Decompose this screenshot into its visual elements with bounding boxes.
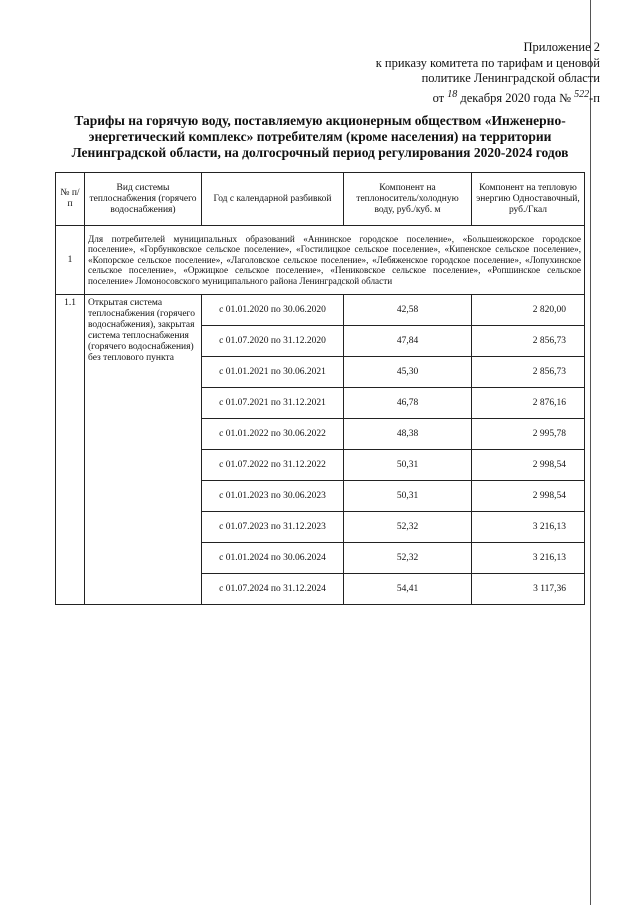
order-date-line: [376, 87, 600, 107]
tariff-table: [55, 172, 585, 605]
group-row: [56, 226, 585, 295]
group-num: 1: [56, 226, 85, 295]
water-tariff-cell: 52,32: [344, 543, 472, 574]
period-cell: с 01.07.2021 по 31.12.2021: [202, 388, 344, 419]
energy-tariff-cell: 2 856,73: [472, 326, 585, 357]
system-num: 1.1: [56, 295, 85, 605]
energy-tariff-cell: 3 216,13: [472, 512, 585, 543]
system-type: Открытая система теплоснабжения (горячего водоснабжения), закрытая система теплоснабжения (горячего водоснабжения) без теплового пункта: [85, 295, 202, 605]
date-rest: декабря 2020 года №: [460, 90, 572, 105]
header-year: Год с календарной разбивкой: [202, 173, 344, 226]
period-cell: с 01.07.2024 по 31.12.2024: [202, 574, 344, 605]
appendix-label: Приложение 2: [523, 40, 600, 54]
header-energy: Компонент на тепловую энергию Одноставочный, руб./Гкал: [472, 173, 585, 226]
water-tariff-cell: 48,38: [344, 419, 472, 450]
document-title: Тарифы на горячую воду, поставляемую акционерным обществом «Инженерно-энергетический комплекс» потребителям (кроме населения) на территории Ленинградской области, на долгосрочный период регулирования 2020-2024 годов: [71, 113, 569, 160]
water-tariff-cell: 47,84: [344, 326, 472, 357]
water-tariff-cell: 45,30: [344, 357, 472, 388]
energy-tariff-cell: 2 998,54: [472, 481, 585, 512]
period-cell: с 01.01.2024 по 30.06.2024: [202, 543, 344, 574]
header-system: Вид системы теплоснабжения (горячего водоснабжения): [85, 173, 202, 226]
table-header-row: [56, 173, 585, 226]
water-tariff-cell: 50,31: [344, 481, 472, 512]
energy-tariff-cell: 2 995,78: [472, 419, 585, 450]
period-cell: с 01.01.2023 по 30.06.2023: [202, 481, 344, 512]
order-number-handwritten: 522: [574, 88, 590, 100]
committee-name: политике Ленинградской области: [421, 71, 600, 85]
energy-tariff-cell: 2 820,00: [472, 295, 585, 326]
energy-tariff-cell: 2 856,73: [472, 357, 585, 388]
period-cell: с 01.01.2022 по 30.06.2022: [202, 419, 344, 450]
order-number-suffix: -п: [589, 90, 600, 105]
table-row: [56, 295, 585, 326]
water-tariff-cell: 52,32: [344, 512, 472, 543]
period-cell: с 01.07.2023 по 31.12.2023: [202, 512, 344, 543]
period-cell: с 01.01.2020 по 30.06.2020: [202, 295, 344, 326]
date-day-handwritten: 18: [447, 88, 458, 100]
period-cell: с 01.07.2022 по 31.12.2022: [202, 450, 344, 481]
energy-tariff-cell: 2 876,16: [472, 388, 585, 419]
header-num: № п/п: [56, 173, 85, 226]
water-tariff-cell: 46,78: [344, 388, 472, 419]
header-water: Компонент на теплоноситель/холодную воду, руб./куб. м: [344, 173, 472, 226]
period-cell: с 01.01.2021 по 30.06.2021: [202, 357, 344, 388]
energy-tariff-cell: 3 216,13: [472, 543, 585, 574]
water-tariff-cell: 54,41: [344, 574, 472, 605]
period-cell: с 01.07.2020 по 31.12.2020: [202, 326, 344, 357]
energy-tariff-cell: 3 117,36: [472, 574, 585, 605]
appendix-header: [376, 40, 600, 106]
group-description: Для потребителей муниципальных образований «Аннинское городское поселение», «Большеижорское городское поселение», «Горбунковское сельское поселение», «Гостилицкое сельское поселение», «Кипенское сельское поселение», «Копорское сельское поселение», «Лаголовское сельское поселение», «Лебяженское городское поселение», «Лопухинское сельское поселение», «Оржицкое сельское поселение», «Пениковское сельское поселение», «Ропшинское сельское поселение» Ломоносовского муниципального района Ленинградской области: [85, 226, 585, 295]
date-prefix: от: [432, 90, 445, 105]
order-reference: к приказу комитета по тарифам и ценовой: [375, 55, 600, 70]
water-tariff-cell: 50,31: [344, 450, 472, 481]
water-tariff-cell: 42,58: [344, 295, 472, 326]
energy-tariff-cell: 2 998,54: [472, 450, 585, 481]
